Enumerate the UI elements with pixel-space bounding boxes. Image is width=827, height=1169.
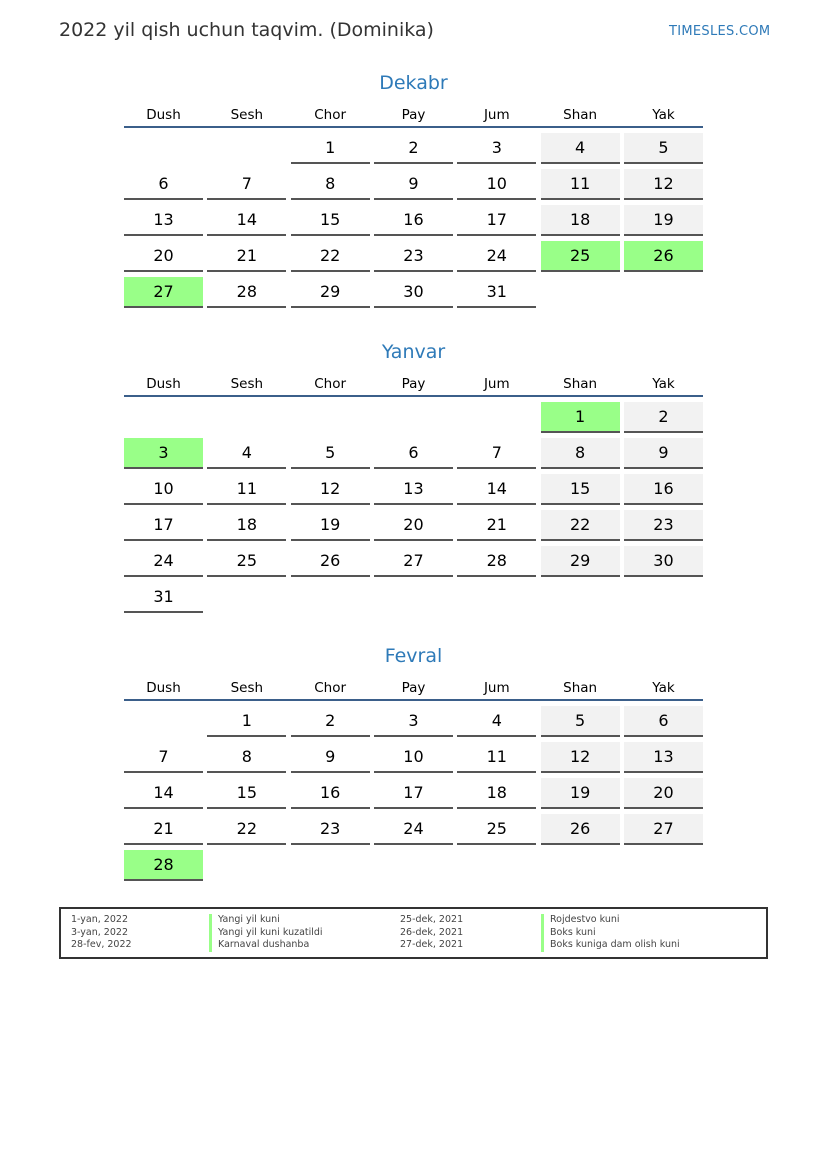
weekday-label: Dush bbox=[146, 107, 181, 123]
header-rule bbox=[124, 699, 703, 701]
day-cell: 4 bbox=[541, 133, 620, 164]
legend-holiday-name: Yangi yil kuni kuzatildi bbox=[209, 927, 323, 940]
weekday-label: Yak bbox=[652, 680, 675, 696]
day-cell: 13 bbox=[374, 474, 453, 505]
weekday-label: Pay bbox=[401, 680, 426, 696]
weekday-label: Yak bbox=[652, 376, 675, 392]
weekday-label: Dush bbox=[146, 376, 181, 392]
weekday-label: Sesh bbox=[230, 680, 264, 696]
day-cell: 27 bbox=[374, 546, 453, 577]
day-cell: 5 bbox=[541, 706, 620, 737]
day-cell: 16 bbox=[374, 205, 453, 236]
day-cell: 24 bbox=[374, 814, 453, 845]
header-rule bbox=[124, 395, 703, 397]
day-cell: 8 bbox=[291, 169, 370, 200]
holiday-day-cell: 27 bbox=[124, 277, 203, 308]
legend-date: 26-dek, 2021 bbox=[400, 926, 464, 938]
month-january bbox=[124, 339, 703, 613]
weekday-label: Jum bbox=[483, 680, 510, 696]
day-cell: 27 bbox=[624, 814, 703, 845]
month-name: Yanvar bbox=[381, 341, 446, 363]
month-february bbox=[124, 643, 703, 881]
day-cell: 29 bbox=[541, 546, 620, 577]
holiday-day-cell: 1 bbox=[541, 402, 620, 433]
day-cell: 25 bbox=[207, 546, 286, 577]
weekday-label: Jum bbox=[483, 376, 510, 392]
holiday-day-cell: 3 bbox=[124, 438, 203, 469]
day-cell: 24 bbox=[124, 546, 203, 577]
day-cell: 29 bbox=[291, 277, 370, 308]
legend-date: 3-yan, 2022 bbox=[71, 926, 128, 938]
weekday-label: Chor bbox=[314, 107, 347, 123]
day-cell: 2 bbox=[624, 402, 703, 433]
empty-cell bbox=[207, 133, 286, 164]
holiday-day-cell: 28 bbox=[124, 850, 203, 881]
day-cell: 26 bbox=[541, 814, 620, 845]
day-cell: 3 bbox=[374, 706, 453, 737]
empty-cell bbox=[374, 402, 453, 433]
month-december bbox=[124, 70, 703, 308]
weekday-label: Jum bbox=[483, 107, 510, 123]
day-cell: 13 bbox=[124, 205, 203, 236]
page-title: 2022 yil qish uchun taqvim. (Dominika) bbox=[59, 19, 434, 41]
day-cell: 15 bbox=[291, 205, 370, 236]
day-cell: 24 bbox=[457, 241, 536, 272]
day-cell: 10 bbox=[457, 169, 536, 200]
day-cell: 7 bbox=[457, 438, 536, 469]
empty-cell bbox=[124, 402, 203, 433]
day-cell: 6 bbox=[374, 438, 453, 469]
weekday-label: Sesh bbox=[230, 107, 264, 123]
day-cell: 10 bbox=[374, 742, 453, 773]
day-cell: 22 bbox=[541, 510, 620, 541]
legend-date: 1-yan, 2022 bbox=[71, 914, 128, 925]
day-cell: 21 bbox=[207, 241, 286, 272]
day-cell: 20 bbox=[374, 510, 453, 541]
day-cell: 12 bbox=[541, 742, 620, 773]
legend-holiday-name: Boks kuniga dam olish kuni bbox=[541, 939, 680, 952]
weekday-label: Pay bbox=[401, 107, 426, 123]
day-cell: 28 bbox=[457, 546, 536, 577]
legend-holiday-name: Boks kuni bbox=[541, 927, 596, 940]
weekday-label: Yak bbox=[652, 107, 675, 123]
legend-holiday-name: Yangi yil kuni bbox=[209, 914, 280, 927]
day-cell: 9 bbox=[624, 438, 703, 469]
weekday-label: Dush bbox=[146, 680, 181, 696]
legend-date: 28-fev, 2022 bbox=[71, 939, 132, 950]
day-cell: 14 bbox=[207, 205, 286, 236]
day-cell: 10 bbox=[124, 474, 203, 505]
day-cell: 5 bbox=[291, 438, 370, 469]
day-cell: 20 bbox=[124, 241, 203, 272]
day-cell: 18 bbox=[541, 205, 620, 236]
brand-link[interactable]: TIMESLES.COM bbox=[669, 24, 771, 39]
holiday-legend bbox=[59, 907, 768, 959]
day-cell: 15 bbox=[207, 778, 286, 809]
month-name: Dekabr bbox=[379, 72, 448, 94]
day-cell: 16 bbox=[624, 474, 703, 505]
holiday-day-cell: 26 bbox=[624, 241, 703, 272]
day-cell: 1 bbox=[291, 133, 370, 164]
header-rule bbox=[124, 126, 703, 128]
day-cell: 21 bbox=[124, 814, 203, 845]
day-cell: 12 bbox=[624, 169, 703, 200]
day-cell: 23 bbox=[624, 510, 703, 541]
day-cell: 4 bbox=[207, 438, 286, 469]
day-cell: 18 bbox=[207, 510, 286, 541]
day-cell: 30 bbox=[374, 277, 453, 308]
day-cell: 4 bbox=[457, 706, 536, 737]
day-cell: 14 bbox=[457, 474, 536, 505]
day-cell: 8 bbox=[541, 438, 620, 469]
empty-cell bbox=[207, 402, 286, 433]
days-grid bbox=[124, 706, 703, 881]
day-cell: 7 bbox=[124, 742, 203, 773]
day-cell: 11 bbox=[207, 474, 286, 505]
weekday-label: Sesh bbox=[230, 376, 264, 392]
day-cell: 22 bbox=[291, 241, 370, 272]
day-cell: 14 bbox=[124, 778, 203, 809]
days-grid bbox=[124, 133, 703, 308]
weekday-label: Pay bbox=[401, 376, 426, 392]
day-cell: 17 bbox=[124, 510, 203, 541]
day-cell: 23 bbox=[291, 814, 370, 845]
day-cell: 5 bbox=[624, 133, 703, 164]
day-cell: 2 bbox=[374, 133, 453, 164]
holiday-day-cell: 25 bbox=[541, 241, 620, 272]
day-cell: 19 bbox=[624, 205, 703, 236]
day-cell: 9 bbox=[374, 169, 453, 200]
day-cell: 31 bbox=[124, 582, 203, 613]
day-cell: 6 bbox=[624, 706, 703, 737]
weekday-label: Chor bbox=[314, 680, 347, 696]
weekday-label: Shan bbox=[563, 680, 598, 696]
month-name: Fevral bbox=[384, 645, 443, 667]
day-cell: 12 bbox=[291, 474, 370, 505]
empty-cell bbox=[124, 133, 203, 164]
day-cell: 9 bbox=[291, 742, 370, 773]
legend-holiday-name: Rojdestvo kuni bbox=[541, 914, 620, 927]
weekday-header bbox=[124, 373, 703, 395]
day-cell: 26 bbox=[291, 546, 370, 577]
empty-cell bbox=[291, 402, 370, 433]
legend-date: 27-dek, 2021 bbox=[400, 939, 464, 950]
day-cell: 3 bbox=[457, 133, 536, 164]
weekday-header bbox=[124, 104, 703, 126]
day-cell: 18 bbox=[457, 778, 536, 809]
day-cell: 17 bbox=[374, 778, 453, 809]
legend-date: 25-dek, 2021 bbox=[400, 914, 464, 925]
day-cell: 1 bbox=[207, 706, 286, 737]
day-cell: 23 bbox=[374, 241, 453, 272]
day-cell: 20 bbox=[624, 778, 703, 809]
day-cell: 31 bbox=[457, 277, 536, 308]
day-cell: 8 bbox=[207, 742, 286, 773]
day-cell: 13 bbox=[624, 742, 703, 773]
day-cell: 19 bbox=[291, 510, 370, 541]
day-cell: 22 bbox=[207, 814, 286, 845]
day-cell: 19 bbox=[541, 778, 620, 809]
weekday-label: Shan bbox=[563, 376, 598, 392]
empty-cell bbox=[124, 706, 203, 737]
day-cell: 28 bbox=[207, 277, 286, 308]
day-cell: 30 bbox=[624, 546, 703, 577]
empty-cell bbox=[457, 402, 536, 433]
day-cell: 25 bbox=[457, 814, 536, 845]
day-cell: 6 bbox=[124, 169, 203, 200]
day-cell: 11 bbox=[457, 742, 536, 773]
day-cell: 21 bbox=[457, 510, 536, 541]
day-cell: 7 bbox=[207, 169, 286, 200]
weekday-header bbox=[124, 677, 703, 699]
days-grid bbox=[124, 402, 703, 613]
day-cell: 16 bbox=[291, 778, 370, 809]
weekday-label: Shan bbox=[563, 107, 598, 123]
day-cell: 17 bbox=[457, 205, 536, 236]
legend-holiday-name: Karnaval dushanba bbox=[209, 939, 309, 952]
day-cell: 2 bbox=[291, 706, 370, 737]
day-cell: 15 bbox=[541, 474, 620, 505]
weekday-label: Chor bbox=[314, 376, 347, 392]
day-cell: 11 bbox=[541, 169, 620, 200]
